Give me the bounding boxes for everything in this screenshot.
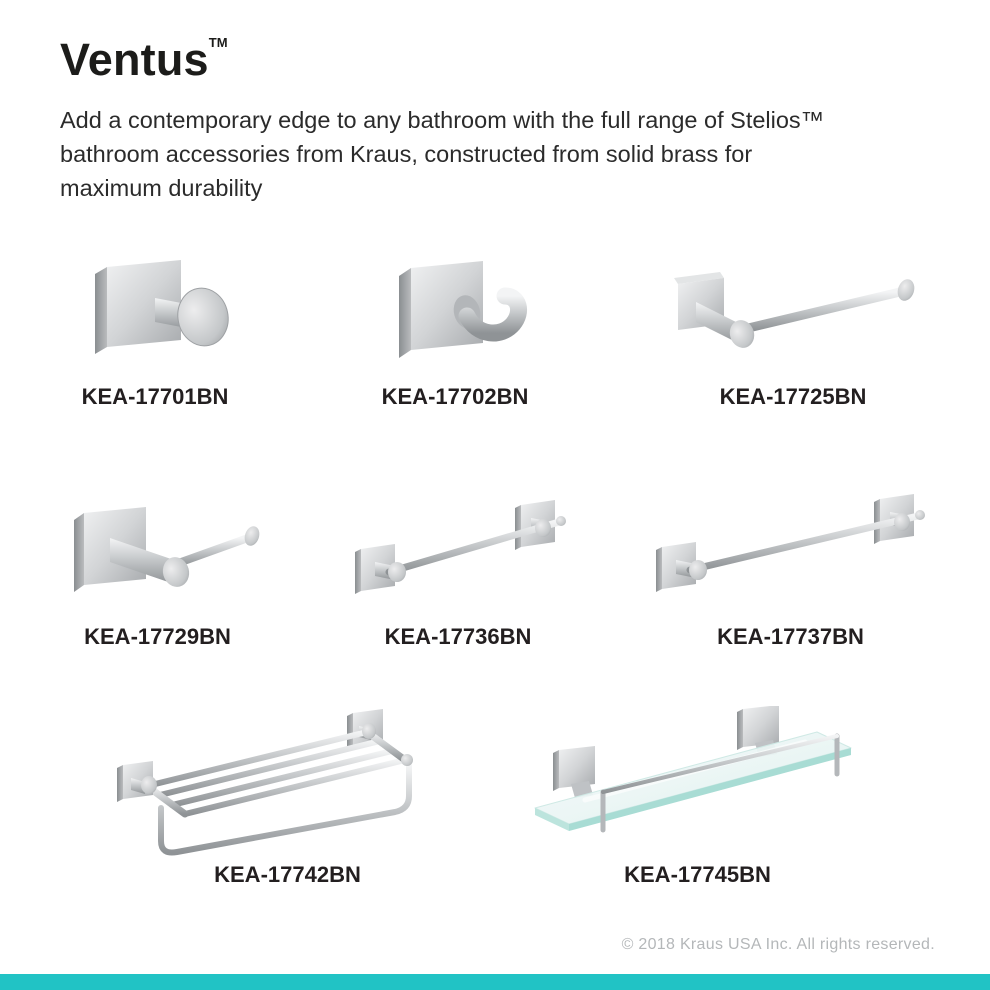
page-title xyxy=(60,34,228,86)
product-card-kea-17725bn xyxy=(648,250,938,410)
product-description xyxy=(60,103,824,205)
towel-bar-long-icon xyxy=(648,488,933,620)
towel-ring-bar-icon xyxy=(648,250,938,380)
product-model-label: KEA-17742BN xyxy=(214,862,361,887)
description-line: maximum durability xyxy=(60,175,263,201)
product-card-kea-17701bn xyxy=(55,250,255,410)
product-card-kea-17737bn xyxy=(648,488,933,650)
product-card-kea-17742bn xyxy=(95,708,480,888)
product-card-kea-17729bn xyxy=(50,488,265,650)
brand-name: Ventus xyxy=(60,34,209,85)
product-model-label: KEA-17725BN xyxy=(719,384,867,409)
product-model-label: KEA-17729BN xyxy=(84,624,231,649)
copyright-text: © 2018 Kraus USA Inc. All rights reserved. xyxy=(621,936,935,953)
towel-bar-short-icon xyxy=(343,488,573,620)
product-model-label: KEA-17736BN xyxy=(384,624,532,649)
single-robe-hook-icon xyxy=(55,250,255,380)
description-line: Add a contemporary edge to any bathroom with the full range of Stelios™ xyxy=(60,107,825,133)
description-line: bathroom accessories from Kraus, constructed from solid brass for xyxy=(60,141,753,167)
product-card-kea-17736bn xyxy=(343,488,573,650)
product-model-label: KEA-17745BN xyxy=(624,862,771,887)
toilet-paper-holder-icon xyxy=(50,488,265,620)
product-model-label: KEA-17702BN xyxy=(381,384,529,409)
product-model-label: KEA-17701BN xyxy=(81,384,229,409)
brand-accent-bar xyxy=(0,974,990,990)
product-card-kea-17745bn xyxy=(515,706,880,888)
product-card-kea-17702bn xyxy=(355,250,555,410)
trademark-symbol: TM xyxy=(208,35,228,50)
glass-shelf-icon xyxy=(515,706,880,858)
product-model-label: KEA-17737BN xyxy=(717,624,864,649)
towel-rack-shelf-icon xyxy=(95,708,480,858)
double-robe-hook-icon xyxy=(355,250,555,380)
